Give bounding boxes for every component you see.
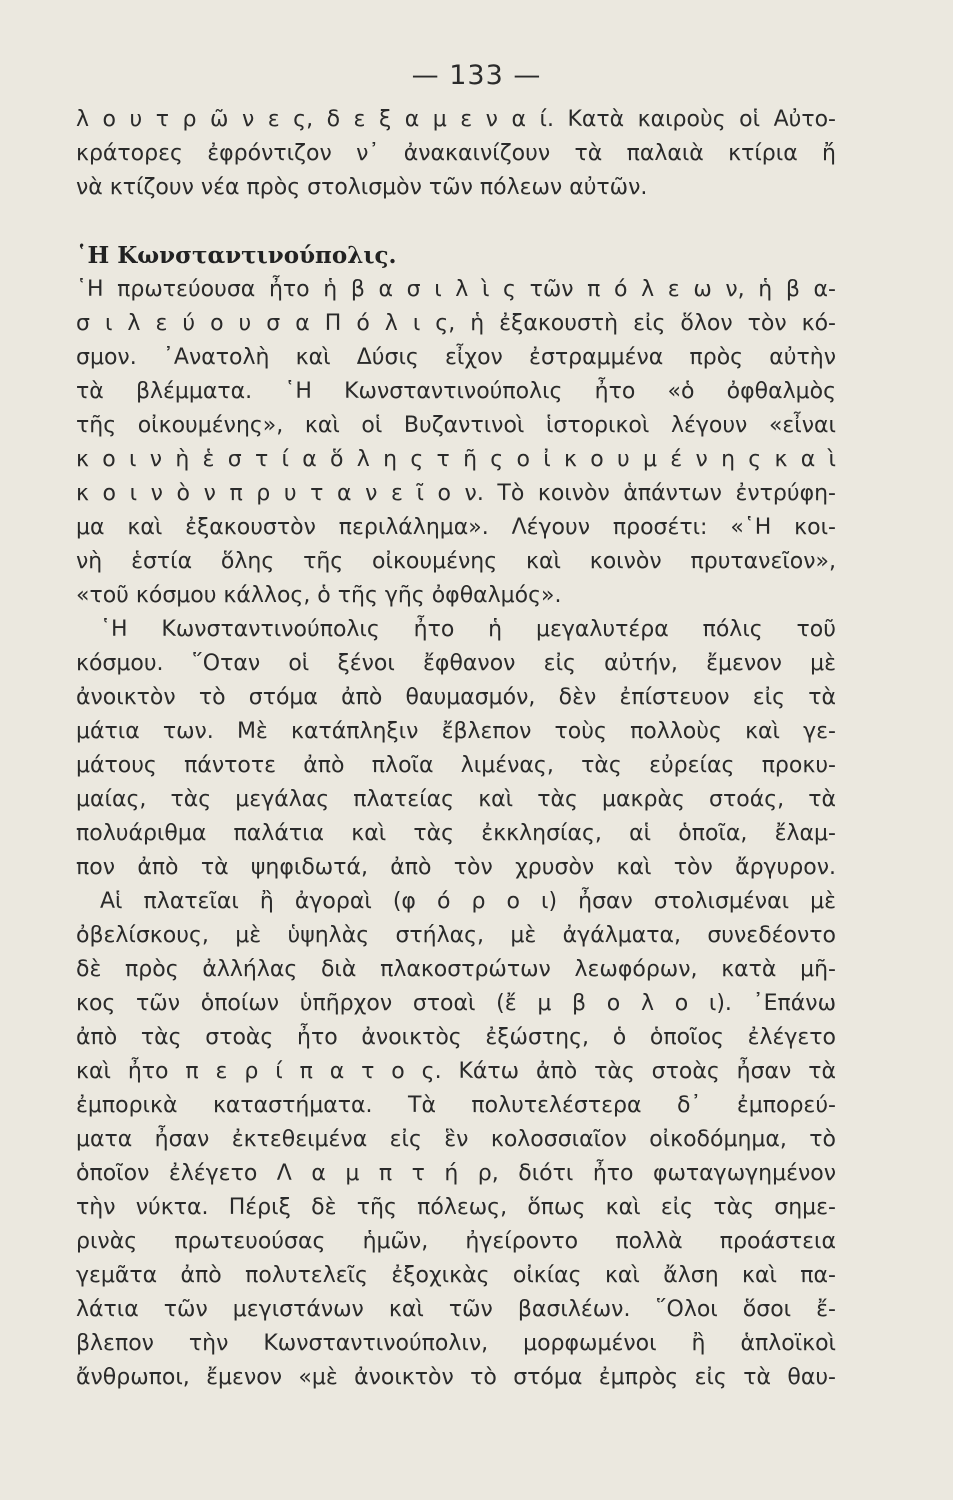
text-line: λάτια τῶν μεγιστάνων καὶ τῶν βασιλέων. ῞Ολοι ὅσοι ἔ- (76, 1297, 836, 1322)
text-line: κ ο ι ν ὴ ἑ σ τ ί α ὅ λ η ς τ ῆ ς ο ἰ κ ο υ μ έ ν η ς κ α ὶ (76, 447, 836, 472)
text-line: τὴν νύκτα. Πέριξ δὲ τῆς πόλεως, ὅπως καὶ εἰς τὰς σημε- (76, 1195, 836, 1220)
text-line: ὁποῖον ἐλέγετο Λ α μ π τ ή ρ, διότι ἦτο φωταγωγημένον (76, 1161, 836, 1186)
text-line: μάτια των. Μὲ κατάπληξιν ἔβλεπον τοὺς πολλοὺς καὶ γε- (76, 719, 836, 744)
text-line: ἀπὸ τὰς στοὰς ἦτο ἀνοικτὸς ἐξώστης, ὁ ὁποῖος ἐλέγετο (76, 1025, 836, 1050)
text-line: μάτους πάντοτε ἀπὸ πλοῖα λιμένας, τὰς εὐρείας προκυ- (76, 753, 836, 778)
text-line: πον ἀπὸ τὰ ψηφιδωτά, ἀπὸ τὸν χρυσὸν καὶ τὸν ἄργυρον. (76, 855, 836, 880)
page-number: — 133 — (411, 60, 542, 91)
text-line: σ ι λ ε ύ ο υ σ α Π ό λ ι ς, ἡ ἐξακουστὴ εἰς ὅλον τὸν κό- (76, 311, 836, 336)
text-line: Αἱ πλατεῖαι ἢ ἀγοραὶ (φ ό ρ ο ι) ἦσαν στολισμέναι μὲ (100, 889, 836, 914)
text-line: νὴ ἑστία ὅλης τῆς οἰκουμένης καὶ κοινὸν πρυτανεῖον», (76, 549, 836, 574)
text-line: ὀβελίσκους, μὲ ὑψηλὰς στήλας, μὲ ἀγάλματα, συνεδέοντο (76, 923, 836, 948)
text-line: τῆς οἰκουμένης», καὶ οἱ Βυζαντινοὶ ἱστορικοὶ λέγουν «εἶναι (76, 413, 836, 438)
text-line: μαίας, τὰς μεγάλας πλατείας καὶ τὰς μακρὰς στοάς, τὰ (76, 787, 836, 812)
text-line: κόσμου. ῞Οταν οἱ ξένοι ἔφθανον εἰς αὐτήν, ἔμενον μὲ (76, 651, 836, 676)
section-heading: ῾Η Κωνσταντινούπολις. (76, 242, 397, 269)
text-line: ρινὰς πρωτευούσας ἡμῶν, ἠγείροντο πολλὰ προάστεια (76, 1229, 836, 1254)
body-text (76, 103, 836, 1395)
text-line: ἄνθρωποι, ἔμενον «μὲ ἀνοικτὸν τὸ στόμα ἐμπρὸς εἰς τὰ θαυ- (76, 1365, 836, 1390)
text-line: κ ο ι ν ὸ ν π ρ υ τ α ν ε ῖ ο ν. Τὸ κοινὸν ἁπάντων ἐντρύφη- (76, 481, 836, 506)
text-line: ἐμπορικὰ καταστήματα. Τὰ πολυτελέστερα δ᾽ ἐμπορεύ- (76, 1093, 836, 1118)
text-line: νὰ κτίζουν νέα πρὸς στολισμὸν τῶν πόλεων αὐτῶν. (76, 175, 648, 200)
text-line: δὲ πρὸς ἀλλήλας διὰ πλακοστρώτων λεωφόρων, κατὰ μῆ- (76, 957, 836, 982)
text-line: ῾Η πρωτεύουσα ἦτο ἡ β α σ ι λ ὶ ς τῶν π ό λ ε ω ν, ἡ β α- (76, 277, 836, 302)
text-line: μα καὶ ἐξακουστὸν περιλάλημα». Λέγουν προσέτι: «῾Η κοι- (76, 515, 836, 540)
text-line: ἀνοικτὸν τὸ στόμα ἀπὸ θαυμασμόν, δὲν ἐπίστευον εἰς τὰ (76, 685, 836, 710)
text-line: βλεπον τὴν Κωνσταντινούπολιν, μορφωμένοι ἢ ἁπλοϊκοὶ (76, 1331, 836, 1356)
text-line: ῾Η Κωνσταντινούπολις ἦτο ἡ μεγαλυτέρα πόλις τοῦ (100, 617, 836, 642)
text-line: καὶ ἦτο π ε ρ ί π α τ ο ς. Κάτω ἀπὸ τὰς στοὰς ἦσαν τὰ (76, 1059, 836, 1084)
text-line: πολυάριθμα παλάτια καὶ τὰς ἐκκλησίας, αἱ ὁποῖα, ἔλαμ- (76, 821, 836, 846)
text-line: ματα ἦσαν ἐκτεθειμένα εἰς ἓν κολοσσιαῖον οἰκοδόμημα, τὸ (76, 1127, 836, 1152)
text-line: σμον. ᾽Ανατολὴ καὶ Δύσις εἶχον ἐστραμμένα πρὸς αὐτὴν (76, 345, 836, 370)
text-line: κος τῶν ὁποίων ὑπῆρχον στοαὶ (ἔ μ β ο λ ο ι). ᾽Επάνω (76, 991, 836, 1016)
text-line: τὰ βλέμματα. ῾Η Κωνσταντινούπολις ἦτο «ὁ ὀφθαλμὸς (76, 379, 836, 404)
text-line: «τοῦ κόσμου κάλλος, ὁ τῆς γῆς ὀφθαλμός». (76, 583, 562, 608)
paragraph-gap (76, 205, 836, 239)
text-line: λ ο υ τ ρ ῶ ν ε ς, δ ε ξ α μ ε ν α ί. Κατὰ καιροὺς οἱ Αὐτο- (76, 107, 836, 132)
text-line: γεμᾶτα ἀπὸ πολυτελεῖς ἐξοχικὰς οἰκίας καὶ ἄλση καὶ πα- (76, 1263, 836, 1288)
text-line: κράτορες ἐφρόντιζον ν᾽ ἀνακαινίζουν τὰ παλαιὰ κτίρια ἤ (76, 141, 836, 166)
